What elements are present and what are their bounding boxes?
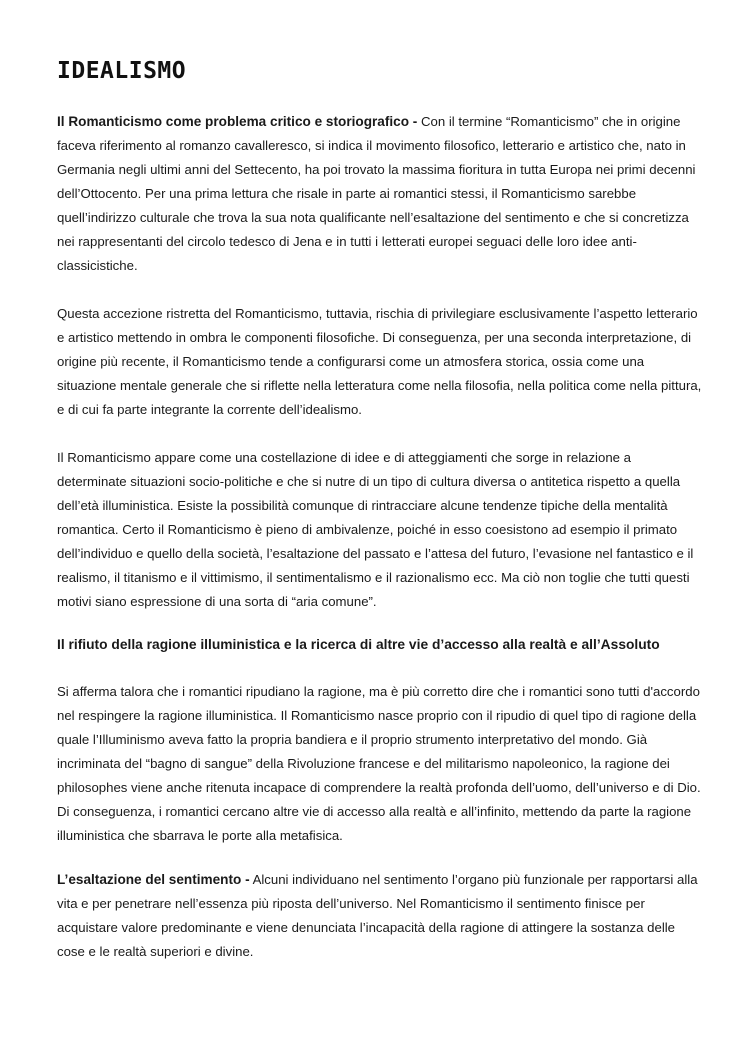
- paragraph-costellazione: Il Romanticismo appare come una costellazione di idee e di atteggiamenti che sorge in relazione a determinate situazioni socio-politiche e che si nutre di un tipo di cultura diversa o antitetica rispetto a quella dell’età illuministica. Esiste la possibilità comunque di rintracciare alcune tendenze tipiche della mentalità romantica. Certo il Romanticismo è pieno di ambivalenze, poiché in esso coesistono ad esempio il primato dell’individuo e quello della società, l’esaltazione del passato e l’attesa del futuro, l’evasione nel fantastico e il realismo, il titanismo e il vittimismo, il sentimentalismo e il razionalismo ecc. Ma ciò non toglie che tutti questi motivi siano espressione di una sorta di “aria comune”.: [57, 450, 694, 609]
- paragraph-rifiuto-ragione: Si afferma talora che i romantici ripudiano la ragione, ma è più corretto dire che i romantici sono tutti d'accordo nel respingere la ragione illuministica. Il Romanticismo nasce proprio con il ripudio di quel tipo di ragione della quale l’Illuminismo aveva fatto la propria bandiera e il proprio strumento interpretativo del mondo. Già incriminata del “bagno di sangue” della Rivoluzione francese e del militarismo napoleonico, la ragione dei philosophes viene anche ritenuta incapace di comprendere la realtà profonda dell’uomo, dell’universo e di Dio. Di conseguenza, i romantici cercano altre vie di accesso alla realtà e all’infinito, mettendo da parte la ragione illuministica che sbarrava le porte alla metafisica.: [57, 684, 701, 843]
- paragraph-text: Con il termine “Romanticismo” che in origine faceva riferimento al romanzo cavalleresco, si indica il movimento filosofico, letterario e artistico che, nato in Germania negli ultimi anni del Settecento, ha poi trovato la massima fioritura in tutta Europa nei primi decenni dell’Ottocento. Per una prima lettura che risale in parte ai romantici stessi, il Romanticismo sarebbe quell’indirizzo culturale che trova la sua nota qualificante nell’esaltazione del sentimento e che si concretizza nei rappresentanti del circolo tedesco di Jena e in tutti i letterati europei seguaci delle loro idee anti-classicistiche.: [57, 114, 696, 273]
- paragraph-romanticismo-problema: [57, 110, 702, 278]
- page-title: IDEALISMO: [57, 58, 187, 84]
- paragraph-lead: Il Romanticismo come problema critico e storiografico -: [57, 114, 418, 129]
- paragraph-text: Alcuni individuano nel sentimento l’organo più funzionale per rapportarsi alla vita e per penetrare nell’essenza più riposta dell’universo. Nel Romanticismo il sentimento finisce per acquistare valore predominante e viene denunciata l’incapacità della ragione di attingere la sostanza delle cose e le realtà superiori e divine.: [57, 872, 698, 959]
- section-heading-rifiuto-ragione: Il rifiuto della ragione illuministica e la ricerca di altre vie d’accesso alla realtà e all’Assoluto: [57, 637, 660, 652]
- paragraph-lead: L’esaltazione del sentimento -: [57, 872, 250, 887]
- paragraph-accezione: Questa accezione ristretta del Romanticismo, tuttavia, rischia di privilegiare esclusivamente l’aspetto letterario e artistico mettendo in ombra le componenti filosofiche. Di conseguenza, per una seconda interpretazione, di origine più recente, il Romanticismo tende a configurarsi come un atmosfera storica, ossia come una situazione mentale generale che si riflette nella letteratura come nella filosofia, nella politica come nella pittura, e di cui fa parte integrante la corrente dell’idealismo.: [57, 306, 702, 417]
- paragraph-esaltazione-sentimento: [57, 868, 702, 964]
